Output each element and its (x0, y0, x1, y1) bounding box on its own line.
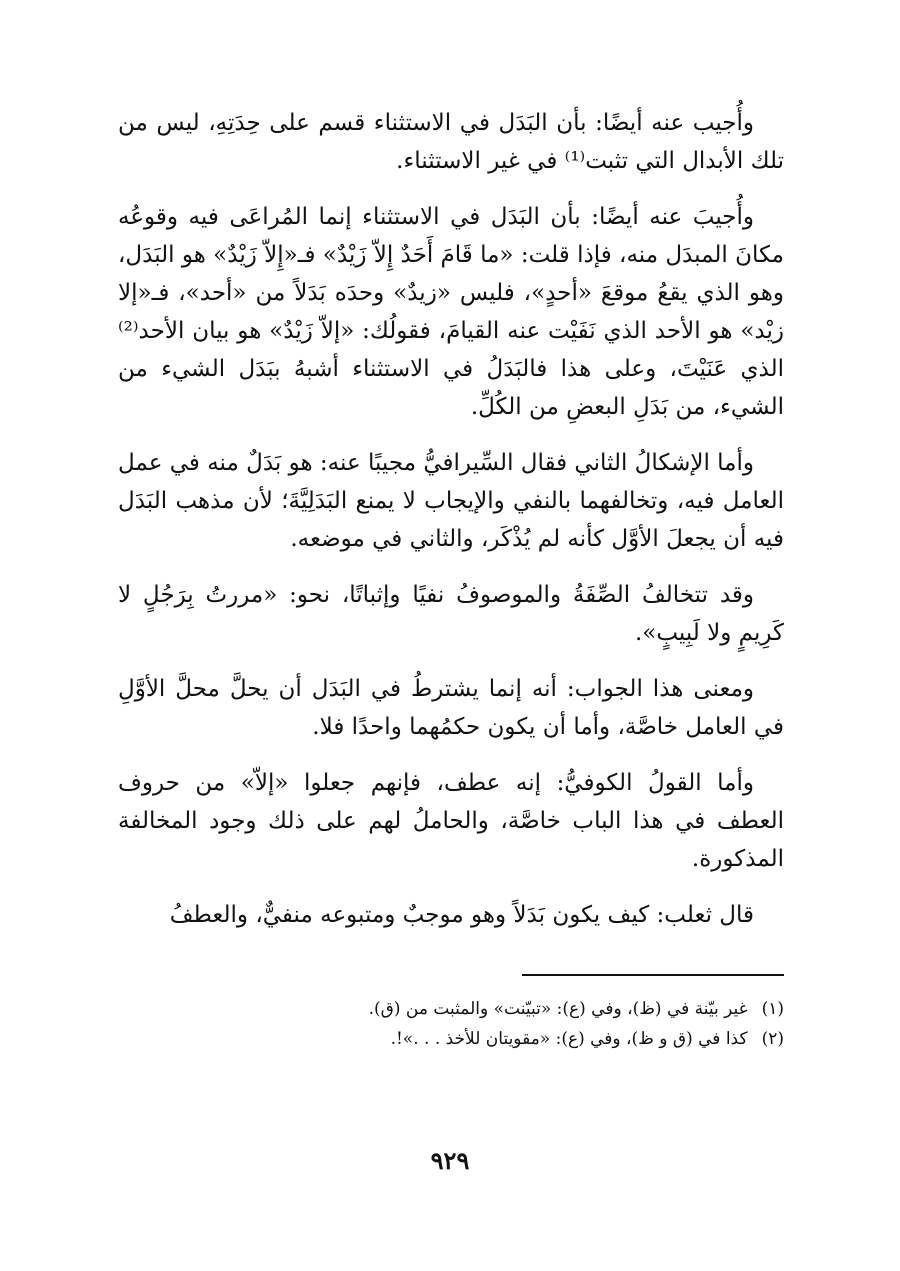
footnote-1 (118, 994, 784, 1024)
book-page (118, 104, 784, 1224)
paragraph-2: وأُجيبَ عنه أيضًا: بأن البَدَل في الاستثناء إنما المُراعَى فيه وقوعُه مكانَ المبدَل منه، فإذا قلت: «ما قَامَ أَحَدٌ إِلاّ زَيْدٌ» فـ«إِلاّ زَيْدٌ» هو البَدَل، وهو الذي يقعُ موقعَ «أحدٍ»، فليس «زيدٌ» وحدَه بَدَلاً من «أحد»، فـ«إلا زيْد» هو الأحد الذي نَفَيْت عنه القيامَ، فقولُك: «إلاّ زَيْدٌ» هو بيان الأحد⁽²⁾ الذي عَنَيْتَ، وعلى هذا فالبَدَلُ في الاستثناء أشبهُ ببَدَل الشيء من الشيء، من بَدَلِ البعضِ من الكُلِّ. (118, 204, 784, 420)
paragraph-1: وأُجيب عنه أيضًا: بأن البَدَل في الاستثناء قسم على حِدَتِهِ، ليس من تلك الأبدال التي تثبت⁽¹⁾ في غير الاستثناء. (118, 110, 784, 174)
footnote-separator (118, 974, 784, 976)
footnote-rule (522, 974, 784, 976)
footnote-number: (١) (761, 999, 784, 1019)
footnote-text: كذا في (ق و ظ)، وفي (ع): «مقويتان للأخذ . . .»!. (390, 1029, 748, 1049)
paragraph-6: وأما القولُ الكوفيُّ: إنه عطف، فإنهم جعلوا «إلاّ» من حروف العطف في هذا الباب خاصَّة، والحاملُ لهم على ذلك وجود المخالفة المذكورة. (118, 770, 784, 872)
paragraph-4: وقد تتخالفُ الصِّفَةُ والموصوفُ نفيًا وإثباتًا، نحو: «مررتُ بِرَجُلٍ لا كَرِيمٍ ولا لَبِيبٍ». (118, 582, 784, 646)
paragraph-5: ومعنى هذا الجواب: أنه إنما يشترطُ في البَدَل أن يحلَّ محلَّ الأوَّلِ في العامل خاصَّة، وأما أن يكون حكمُهما واحدًا فلا. (118, 676, 784, 740)
paragraph-3: وأما الإشكالُ الثاني فقال السِّيرافيُّ مجيبًا عنه: هو بَدَلٌ منه في عمل العامل فيه، وتخالفهما بالنفي والإيجاب لا يمنع البَدَلِيَّةَ؛ لأن مذهب البَدَل فيه أن يجعلَ الأوَّل كأنه لم يُذْكَر، والثاني في موضعه. (117, 450, 784, 552)
footnote-number: (٢) (761, 1029, 784, 1049)
footnotes (118, 994, 784, 1054)
page-number: ٩٢٩ (430, 1146, 470, 1175)
paragraph-7: قال ثعلب: كيف يكون بَدَلاً وهو موجبٌ ومتبوعه منفيٌّ، والعطفُ (169, 902, 754, 928)
footnote-2 (118, 1024, 784, 1054)
footnote-text: غير بيّنة في (ظ)، وفي (ع): «تبيّنت» والمثبت من (ق). (368, 999, 748, 1019)
